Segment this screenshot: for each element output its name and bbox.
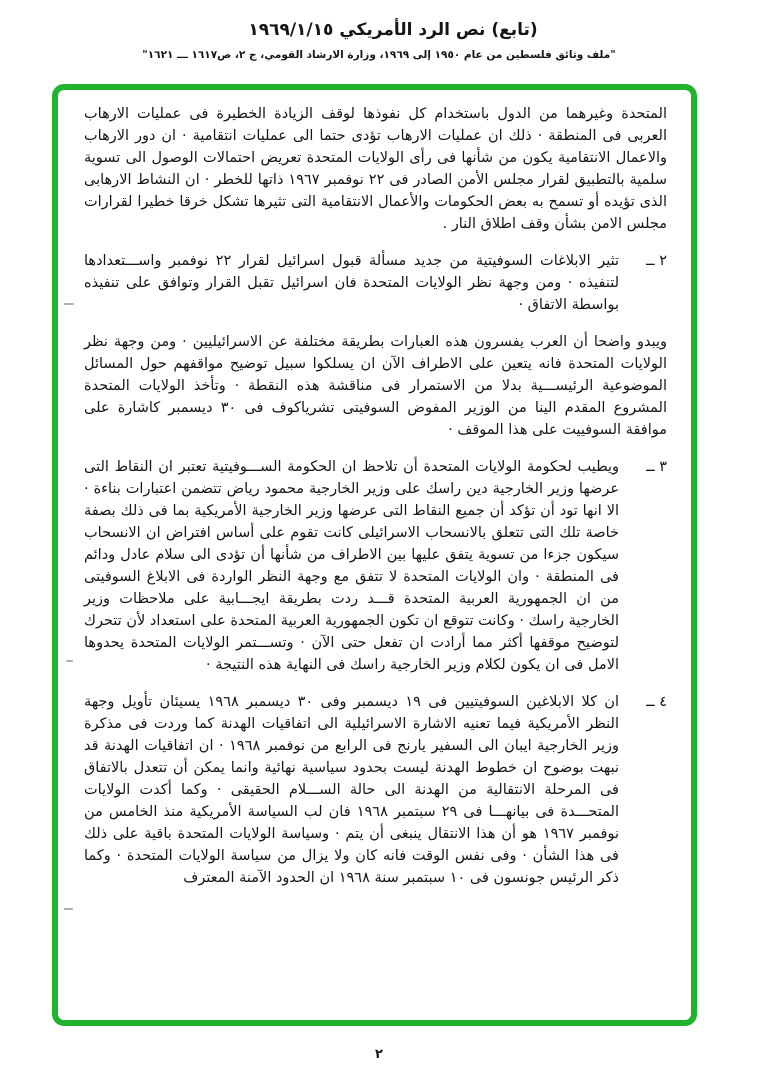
page-header <box>0 20 758 61</box>
paragraph <box>84 250 667 316</box>
scan-artifact-dash <box>64 908 73 910</box>
paragraph-text: ويبدو واضحا أن العرب يفسرون هذه العبارات بطريقة مختلفة عن الاسرائيليين · ومن وجهة نظر الولايات المتحدة فانه يتعين على الاطراف الآن ان يسلكوا سبيل توضيح مواقفهم حول المسائل الموضوعية الرئيســـية بدلا من الاستمرار فى مناقشة هذه النقطة · وتأخذ الولايات المتحدة المشروع المقدم الينا من الوزير المفوض السوفيتى تشرياكوف فى ٣٠ ديسمبر كاشارة على موافقة السوفييت على هذا الموقف · <box>84 334 667 438</box>
paragraph <box>84 456 667 676</box>
paragraph-number: ٤ ــ <box>646 694 667 710</box>
paragraph <box>84 331 667 441</box>
paragraph-number: ٣ ــ <box>646 459 667 475</box>
document-body <box>58 90 691 1020</box>
scan-artifact-dash <box>64 303 74 305</box>
scan-artifact-dash <box>66 660 73 662</box>
paragraph-text: ويطيب لحكومة الولايات المتحدة أن تلاحظ ان الحكومة الســـوفيتية تعتبر ان النقاط التى عرضها وزير الخارجية دين راسك على وزير الخارجية محمود رياض تتضمن اعتبارات بناءة · الا انها تود أن تؤكد أن جميع النقاط التى عرضها وزير الخارجية الأمريكية بما فى ذلك بصفة خاصة تلك التى تتعلق بالانسحاب الاسرائيلى كانت تقوم على أساس افتراض ان الانسحاب سيكون جزءا من تسوية يتفق عليها بين الاطراف من شأنها أن تؤدى الى سلام عادل ودائم فى المنطقة · وان الولايات المتحدة لا تتفق مع وجهة النظر الواردة فى الابلاغ السوفيتى من ان الجمهورية العربية المتحدة قـــد ردت بطريقة ايجـــابية على ملاحظات وزير الخارجية راسك · وكانت تتوقع ان تكون الجمهورية العربية المتحدة على استعداد لأن تتحرك لتوضيح موقفها أكثر مما أرادت ان تفعل حتى الآن · وتســـتمر الولايات المتحدة يحدوها الامل فى ان يكون لكلام وزير الخارجية راسك فى النهاية هذه النتيجة · <box>84 459 619 673</box>
paragraph <box>84 103 667 235</box>
paragraph-text: ان كلا الابلاغين السوفيتيين فى ١٩ ديسمبر وفى ٣٠ ديسمبر ١٩٦٨ يسيئان تأويل وجهة النظر الأمريكية فيما تعنيه الاشارة الاسرائيلية الى اتفاقيات الهدنة كما وردت فى مذكرة وزير الخارجية ايبان الى السفير يارنج فى الرابع من نوفمبر ١٩٦٨ · ان اتفاقيات الهدنة قد نبهت بوضوح ان خطوط الهدنة ليست بحدود سياسية نهائية وانما يمكن أن تتعدل بالاتفاق فى المرحلة الانتقالية من الهدنة الى حالة الســـلام الحقيقى · وكما أكدت الولايات المتحـــدة فى بيانهـــا فى ٢٩ سبتمبر ١٩٦٨ فان لب السياسة الأمريكية منذ الخامس من نوفمبر ١٩٦٧ هو أن هذا الانتقال ينبغى أن يتم · وسياسة الولايات المتحدة باقية على ذلك فى هذا الشأن · وفى نفس الوقت فانه كان ولا يزال من سياسة الولايات المتحدة · وكما ذكر الرئيس جونسون فى ١٠ سبتمبر سنة ١٩٦٨ ان الحدود الآمنة المعترف <box>84 694 620 886</box>
document-title: (تابع) نص الرد الأمريكي ١٩٦٩/١/١٥ <box>248 20 538 40</box>
document-frame <box>52 84 697 1026</box>
paragraph <box>84 691 667 889</box>
paragraph-text: المتحدة وغيرهما من الدول باستخدام كل نفوذها لوقف الزيادة الخطيرة فى عمليات الارهاب العربى فى المنطقة · ذلك ان عمليات الارهاب تؤدى حتما الى عمليات انتقامية · ان دور الارهاب والاعمال الانتقامية يكون من شأنها فى رأى الولايات المتحدة تعريض احتمالات الوصول الى تسوية سلمية بالتطبيق لقرار مجلس الأمن الصادر فى ٢٢ نوفمبر ١٩٦٧ ذاتها للخطر · ان النشاط الارهابى الذى تؤيده أو تسمح به بعض الحكومات والأعمال الانتقامية التى تثيرها تشكل خرقا خطيرا لقرارات مجلس الامن بشأن وقف اطلاق النار . <box>84 106 668 232</box>
document-source-citation: "ملف وثائق فلسطين من عام ١٩٥٠ إلى ١٩٦٩، وزارة الارشاد القومي، ج ٢، ص١٦١٧ ـــ ١٦٢١" <box>142 49 616 61</box>
paragraph-number: ٢ ــ <box>646 253 667 269</box>
page-number: ٢ <box>375 1047 383 1062</box>
paragraph-text: تثير الابلاغات السوفيتية من جديد مسألة قبول اسرائيل لقرار ٢٢ نوفمبر واســـتعدادها لتنفيذه · ومن وجهة نظر الولايات المتحدة فان اسرائيل تقبل القرار وتوافق على تنفيذه بواسطة الاتفاق · <box>84 253 619 313</box>
